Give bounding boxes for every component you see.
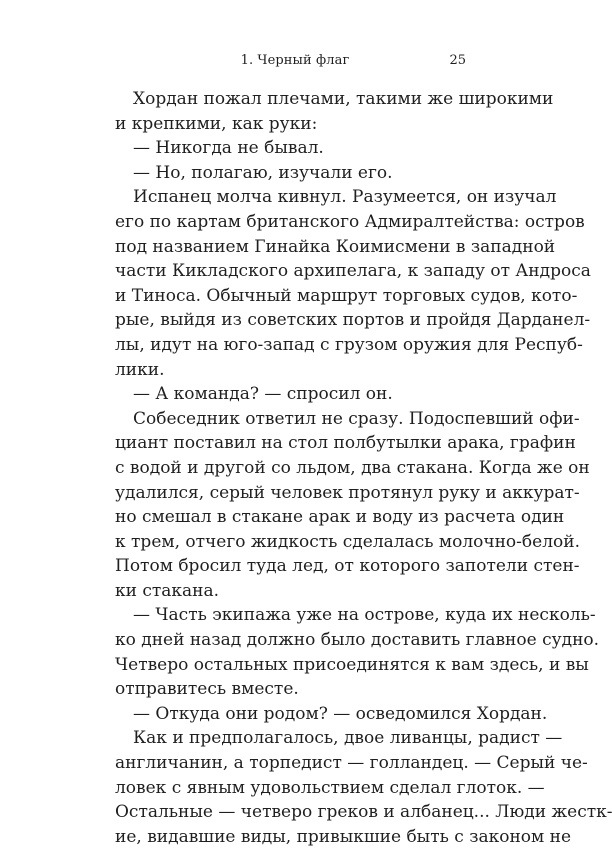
page-number: 25 — [449, 53, 466, 68]
text-line: — А команда? — спросил он. — [133, 384, 393, 405]
text-line: циант поставил на стол полбутылки арака, графин — [115, 433, 576, 454]
text-line: — Но, полагаю, изучали его. — [133, 162, 393, 183]
text-line: англичанин, а торпедист — голландец. — Серый че- — [115, 753, 588, 774]
text-line: части Кикладского архипелага, к западу от Андроса — [115, 261, 591, 282]
text-line: Остальные — четверо греков и албанец... Люди жестк- — [115, 802, 612, 823]
text-line: его по картам британского Адмиралтейства: остров — [115, 211, 585, 232]
running-head — [100, 53, 490, 73]
text-line: под названием Гинайка Коимисмени в западной — [115, 236, 556, 257]
text-line: Хордан пожал плечами, такими же широкими — [133, 89, 554, 109]
text-line: отправитесь вместе. — [115, 679, 299, 700]
text-line: Четверо остальных присоединятся к вам здесь, и вы — [115, 654, 589, 675]
text-line: — Откуда они родом? — осведомился Хордан. — [133, 703, 548, 724]
text-line: лики. — [115, 359, 165, 380]
text-line: Испанец молча кивнул. Разумеется, он изучал — [133, 187, 557, 208]
text-line: Потом бросил туда лед, от которого запотели стен- — [115, 556, 580, 577]
text-line: Собеседник ответил не сразу. Подоспевший офи- — [133, 408, 580, 429]
text-line: ко дней назад должно было доставить главное судно. — [115, 630, 600, 651]
text-line: но смешал в стакане арак и воду из расчета один — [115, 507, 565, 528]
text-line: к трем, отчего жидкость сделалась молочно-белой. — [115, 531, 580, 552]
text-line: лы, идут на юго-запад с грузом оружия для Респуб- — [115, 334, 583, 355]
text-line: и Тиноса. Обычный маршрут торговых судов, кото- — [115, 285, 578, 306]
text-line: ловек с явным удовольствием сделал глоток. — — [115, 777, 545, 798]
text-line: с водой и другой со льдом, два стакана. Когда же он — [115, 457, 590, 478]
text-line: рые, выйдя из советских портов и пройдя Дарданел- — [115, 310, 591, 331]
text-line: Как и предполагалось, двое ливанцы, радист — — [133, 728, 563, 749]
text-line: — Никогда не бывал. — [133, 138, 324, 159]
text-line: ие, видавшие виды, привыкшие быть с законом не — [115, 826, 572, 847]
text-line: и крепкими, как руки: — [115, 113, 318, 134]
text-line: удалился, серый человек протянул руку и аккурат- — [115, 482, 580, 503]
text-line: ки стакана. — [115, 580, 220, 601]
body-text — [115, 87, 612, 849]
text-line: — Часть экипажа уже на острове, куда их несколь- — [133, 605, 596, 626]
chapter-title: 1. Черный флаг — [240, 53, 350, 68]
